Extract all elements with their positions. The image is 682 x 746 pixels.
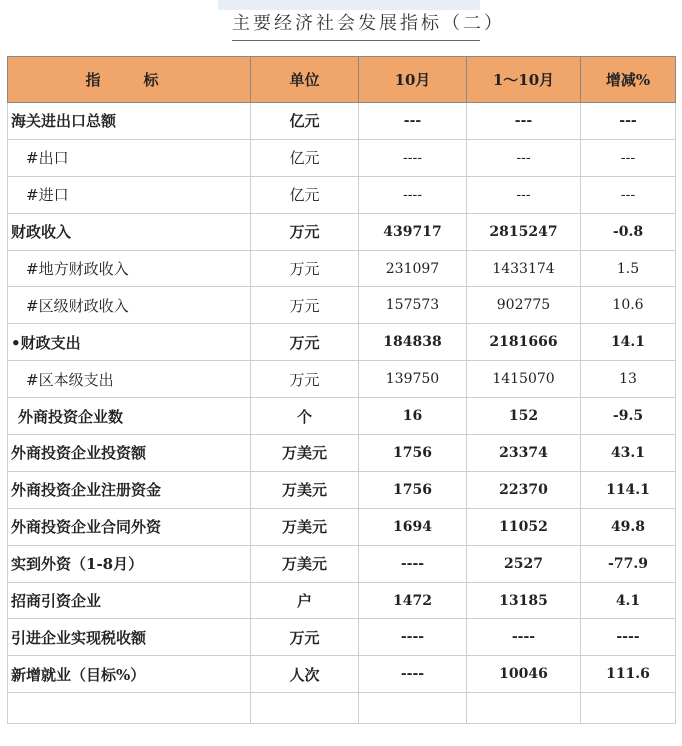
indicator-name: #进口 xyxy=(8,176,251,213)
empty-cell xyxy=(467,693,581,724)
header-indicator: 指 标 xyxy=(8,57,251,103)
indicator-name: •财政支出 xyxy=(8,324,251,361)
jan-oct-value: 152 xyxy=(467,398,581,435)
unit-cell: 个 xyxy=(251,398,359,435)
indicator-name: 财政收入 xyxy=(8,213,251,250)
jan-oct-value: 2181666 xyxy=(467,324,581,361)
indicator-name: 实到外资（1-8月） xyxy=(8,545,251,582)
october-value: ---- xyxy=(359,656,467,693)
change-value: 43.1 xyxy=(581,435,676,472)
change-value: ---- xyxy=(581,619,676,656)
unit-cell: 万元 xyxy=(251,213,359,250)
jan-oct-value: --- xyxy=(467,103,581,140)
october-value: 139750 xyxy=(359,361,467,398)
table-row xyxy=(8,471,676,508)
october-value: ---- xyxy=(359,139,467,176)
indicator-name: 外商投资企业注册资金 xyxy=(8,471,251,508)
jan-oct-value: --- xyxy=(467,139,581,176)
table-row xyxy=(8,398,676,435)
jan-oct-value: 11052 xyxy=(467,508,581,545)
jan-oct-value: 902775 xyxy=(467,287,581,324)
indicator-table xyxy=(7,56,676,724)
table-row xyxy=(8,508,676,545)
october-value: ---- xyxy=(359,545,467,582)
empty-cell xyxy=(251,693,359,724)
change-value: -0.8 xyxy=(581,213,676,250)
header-unit: 单位 xyxy=(251,57,359,103)
jan-oct-value: 2527 xyxy=(467,545,581,582)
unit-cell: 万元 xyxy=(251,361,359,398)
table-row xyxy=(8,250,676,287)
change-value: 14.1 xyxy=(581,324,676,361)
table-row xyxy=(8,582,676,619)
table-row xyxy=(8,324,676,361)
october-value: 231097 xyxy=(359,250,467,287)
header-change-pct: 增减% xyxy=(581,57,676,103)
header-october: 10月 xyxy=(359,57,467,103)
unit-cell: 亿元 xyxy=(251,139,359,176)
october-value: 184838 xyxy=(359,324,467,361)
table-row xyxy=(8,619,676,656)
jan-oct-value: --- xyxy=(467,176,581,213)
indicator-name: 外商投资企业数 xyxy=(8,398,251,435)
indicator-name: 外商投资企业合同外资 xyxy=(8,508,251,545)
page-title: 主要经济社会发展指标（二） xyxy=(232,9,480,41)
october-value: 16 xyxy=(359,398,467,435)
change-value: --- xyxy=(581,103,676,140)
october-value: --- xyxy=(359,103,467,140)
empty-cell xyxy=(8,693,251,724)
unit-cell: 万美元 xyxy=(251,471,359,508)
change-value: -9.5 xyxy=(581,398,676,435)
change-value: -77.9 xyxy=(581,545,676,582)
empty-cell xyxy=(581,693,676,724)
unit-cell: 亿元 xyxy=(251,103,359,140)
change-value: 114.1 xyxy=(581,471,676,508)
unit-cell: 亿元 xyxy=(251,176,359,213)
indicator-table-container xyxy=(7,56,675,746)
jan-oct-value: ---- xyxy=(467,619,581,656)
october-value: 1472 xyxy=(359,582,467,619)
jan-oct-value: 1433174 xyxy=(467,250,581,287)
october-value: 1756 xyxy=(359,471,467,508)
table-row xyxy=(8,545,676,582)
header-row xyxy=(8,57,676,103)
change-value: 10.6 xyxy=(581,287,676,324)
jan-oct-value: 10046 xyxy=(467,656,581,693)
table-row xyxy=(8,361,676,398)
change-value: 111.6 xyxy=(581,656,676,693)
october-value: ---- xyxy=(359,619,467,656)
change-value: 1.5 xyxy=(581,250,676,287)
unit-cell: 户 xyxy=(251,582,359,619)
change-value: --- xyxy=(581,176,676,213)
change-value: 13 xyxy=(581,361,676,398)
jan-oct-value: 13185 xyxy=(467,582,581,619)
table-row xyxy=(8,103,676,140)
jan-oct-value: 23374 xyxy=(467,435,581,472)
table-row xyxy=(8,435,676,472)
header-jan-oct: 1～10月 xyxy=(467,57,581,103)
table-row xyxy=(8,176,676,213)
indicator-name: 招商引资企业 xyxy=(8,582,251,619)
october-value: 157573 xyxy=(359,287,467,324)
indicator-name: 新增就业（目标%） xyxy=(8,656,251,693)
unit-cell: 万元 xyxy=(251,287,359,324)
october-value: 1694 xyxy=(359,508,467,545)
empty-cell xyxy=(359,693,467,724)
unit-cell: 万元 xyxy=(251,324,359,361)
indicator-name: #区本级支出 xyxy=(8,361,251,398)
title-area xyxy=(0,0,682,52)
change-value: --- xyxy=(581,139,676,176)
table-row xyxy=(8,213,676,250)
jan-oct-value: 1415070 xyxy=(467,361,581,398)
october-value: ---- xyxy=(359,176,467,213)
indicator-name: #地方财政收入 xyxy=(8,250,251,287)
jan-oct-value: 22370 xyxy=(467,471,581,508)
empty-row xyxy=(8,693,676,724)
change-value: 4.1 xyxy=(581,582,676,619)
indicator-name: 引进企业实现税收额 xyxy=(8,619,251,656)
table-row xyxy=(8,287,676,324)
unit-cell: 人次 xyxy=(251,656,359,693)
unit-cell: 万元 xyxy=(251,250,359,287)
change-value: 49.8 xyxy=(581,508,676,545)
jan-oct-value: 2815247 xyxy=(467,213,581,250)
unit-cell: 万美元 xyxy=(251,435,359,472)
indicator-name: 外商投资企业投资额 xyxy=(8,435,251,472)
indicator-name: 海关进出口总额 xyxy=(8,103,251,140)
unit-cell: 万美元 xyxy=(251,545,359,582)
table-row xyxy=(8,656,676,693)
table-row xyxy=(8,139,676,176)
unit-cell: 万元 xyxy=(251,619,359,656)
unit-cell: 万美元 xyxy=(251,508,359,545)
october-value: 439717 xyxy=(359,213,467,250)
indicator-name: #区级财政收入 xyxy=(8,287,251,324)
indicator-name: #出口 xyxy=(8,139,251,176)
october-value: 1756 xyxy=(359,435,467,472)
